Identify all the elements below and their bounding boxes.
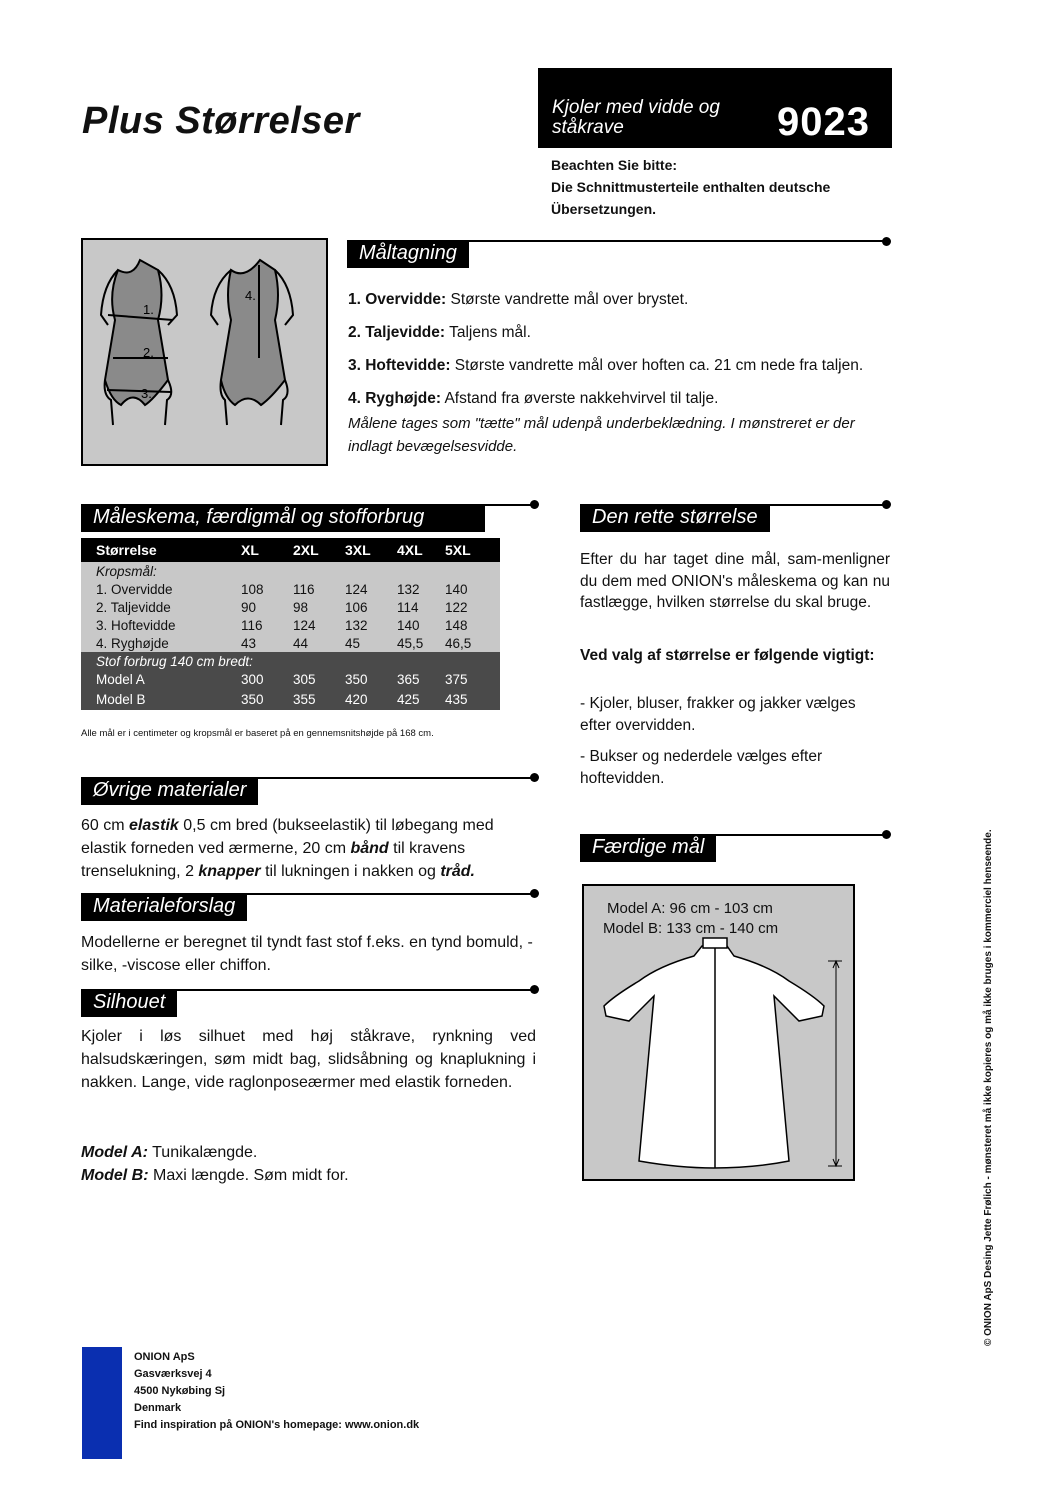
section-rule <box>81 893 533 895</box>
table-row <box>81 616 500 634</box>
cell: 355 <box>293 691 316 707</box>
materials-text-part: elastik <box>129 817 179 834</box>
section-rule <box>81 777 533 779</box>
cell: 90 <box>241 599 257 615</box>
finished-heading: Færdige mål <box>580 834 716 862</box>
german-note-line: Übersetzungen. <box>551 201 657 217</box>
right-size-bullet: - Kjoler, bluser, frakker og jakker vælges efter overvidden. <box>580 695 856 734</box>
cell: 43 <box>241 635 257 651</box>
section-rule <box>580 834 885 836</box>
measure-item-text: Største vandrette mål over brystet. <box>446 291 689 308</box>
cell: 425 <box>397 691 420 707</box>
right-size-important: Ved valg af størrelse er følgende vigtigt: <box>580 647 875 664</box>
measure-item <box>348 349 900 382</box>
brand-color-block <box>82 1347 122 1459</box>
measuring-list <box>348 283 900 415</box>
cell: 132 <box>397 581 420 597</box>
measure-item-label: 4. Ryghøjde: <box>348 390 442 407</box>
address-line: 4500 Nykøbing Sj <box>134 1385 226 1397</box>
cell: 300 <box>241 671 264 687</box>
size-table-header <box>81 538 500 562</box>
page-title: Plus Størrelser <box>82 100 360 142</box>
rule-dot <box>882 237 891 246</box>
right-size-heading: Den rette størrelse <box>580 504 770 532</box>
cell: 350 <box>345 671 368 687</box>
rule-dot <box>530 985 539 994</box>
finished-model-b: Model B: 133 cm - 140 cm <box>603 920 779 937</box>
measure-item <box>348 283 900 316</box>
model-b-text: Maxi længde. Søm midt for. <box>148 1167 349 1184</box>
cell: 140 <box>397 617 420 633</box>
rule-dot <box>530 500 539 509</box>
fabric-suggestion-text: Modellerne er beregnet til tyndt fast stof f.eks. en tynd bomuld, -silke, -viscose eller chiffon. <box>81 934 533 974</box>
measure-item-text: Afstand fra øverste nakkehvirvel til talje. <box>441 390 719 407</box>
dress-illustration <box>584 886 853 1179</box>
address-line: Denmark <box>134 1402 182 1414</box>
cell: 350 <box>241 691 264 707</box>
size-col: 5XL <box>445 542 471 558</box>
cell: 140 <box>445 581 468 597</box>
measuring-heading: Måltagning <box>347 240 469 268</box>
model-a-text: Tunikalængde. <box>147 1144 258 1161</box>
german-note <box>551 154 830 220</box>
size-col: 4XL <box>397 542 423 558</box>
model-b-label: Model B: <box>81 1167 149 1184</box>
measure-item-label: 1. Overvidde: <box>348 291 447 308</box>
cell: 114 <box>397 599 419 615</box>
address-line: ONION ApS <box>134 1351 195 1363</box>
fabric-suggestion-heading: Materialeforslag <box>81 893 247 921</box>
cell: 116 <box>241 617 263 633</box>
cell: 46,5 <box>445 635 472 651</box>
materials-text-part: til kravens trenselukning, 2 <box>81 840 466 880</box>
size-header-label: Størrelse <box>96 542 157 558</box>
materials-text-part: knapper <box>198 863 261 880</box>
measure-item <box>348 316 900 349</box>
cell: 45,5 <box>397 635 424 651</box>
figure-label-3: 3. <box>141 386 152 401</box>
figure-label-1: 1. <box>143 302 154 317</box>
pattern-subtitle: Kjoler med vidde og ståkrave <box>552 97 720 138</box>
website-line: Find inspiration på ONION's homepage: www.onion.dk <box>134 1419 420 1431</box>
model-a-label: Model A: <box>81 1144 148 1161</box>
silhouette-text: Kjoler i løs silhuet med høj ståkrave, rynkning ved halsudskæringen, søm midt bag, slidsåbning og knaplukning i nakken. Lange, vide raglonposeærmer med elastik forneden. <box>81 1028 536 1091</box>
cell: 375 <box>445 671 468 687</box>
cell: 122 <box>445 599 468 615</box>
pattern-badge <box>538 68 892 148</box>
cell: 108 <box>241 581 264 597</box>
figure-label-4: 4. <box>245 288 256 303</box>
german-note-line: Beachten Sie bitte: <box>551 157 678 173</box>
cell: 116 <box>293 581 315 597</box>
cell: 365 <box>397 671 420 687</box>
materials-text-part: 0,5 cm bred (bukseelastik) til løbegang med elastik forneden ved ærmerne, 20 cm <box>81 817 494 857</box>
right-size-bullet: - Bukser og nederdele vælges efter hoftevidden. <box>580 748 823 787</box>
cell: 148 <box>445 617 468 633</box>
measuring-note: Målene tages som "tætte" mål udenpå underbeklædning. I mønstreret er der indlagt bevægelsesvidde. <box>348 415 855 455</box>
row-label: 2. Taljevidde <box>96 599 171 615</box>
copyright-text: © ONION ApS Desing Jette Frølich - mønsteret må ikke kopieres og må ikke bruges i kommerciel henseende. <box>983 829 994 1346</box>
section-rule <box>347 240 885 242</box>
row-label: Model B <box>96 691 146 707</box>
cell: 45 <box>345 635 361 651</box>
section-rule <box>81 989 533 991</box>
cell: 132 <box>345 617 368 633</box>
size-col: XL <box>241 542 259 558</box>
size-col: 3XL <box>345 542 371 558</box>
right-size-text: Efter du har taget dine mål, sam-menligner du dem med ONION's måleskema og kan nu fastlægge, hvilken størrelse du skal bruge. <box>580 551 890 611</box>
materials-text <box>81 814 521 883</box>
cell: 106 <box>345 599 368 615</box>
table-row <box>81 580 500 598</box>
materials-text-part: bånd <box>350 840 389 857</box>
cell: 305 <box>293 671 316 687</box>
section-rule <box>81 504 533 506</box>
measuring-figure <box>81 238 328 466</box>
table-row <box>81 634 500 652</box>
table-row <box>81 598 500 616</box>
size-col: 2XL <box>293 542 319 558</box>
fabric-label: Stof forbrug 140 cm bredt: <box>96 653 253 669</box>
measure-item <box>348 382 900 415</box>
finished-model-a: Model A: 96 cm - 103 cm <box>607 900 773 917</box>
rule-dot <box>882 830 891 839</box>
materials-text-part: til lukningen i nakken og <box>260 863 441 880</box>
model-a-line <box>81 1141 257 1164</box>
rule-dot <box>530 773 539 782</box>
size-chart-heading: Måleskema, færdigmål og stofforbrug <box>81 504 485 532</box>
table-row <box>81 688 500 710</box>
body-measure-label: Kropsmål: <box>96 563 157 579</box>
model-b-line <box>81 1164 349 1187</box>
silhouette-heading: Silhouet <box>81 989 177 1017</box>
rule-dot <box>882 500 891 509</box>
address-line: Gasværksvej 4 <box>134 1368 212 1380</box>
row-label: 3. Hoftevidde <box>96 617 176 633</box>
materials-text-part: tråd. <box>440 863 475 880</box>
materials-text-part: 60 cm <box>81 817 130 834</box>
table-row <box>81 562 500 580</box>
row-label: Model A <box>96 671 145 687</box>
table-row <box>81 670 500 688</box>
cell: 44 <box>293 635 309 651</box>
table-row <box>81 652 500 670</box>
measure-item-text: Største vandrette mål over hoften ca. 21 cm nede fra taljen. <box>450 357 864 374</box>
measure-item-text: Taljens mål. <box>445 324 531 341</box>
pattern-number: 9023 <box>777 100 870 144</box>
rule-dot <box>530 889 539 898</box>
section-rule <box>580 504 885 506</box>
materials-heading: Øvrige materialer <box>81 777 258 805</box>
cell: 98 <box>293 599 309 615</box>
german-note-line: Die Schnittmusterteile enthalten deutsche <box>551 179 831 195</box>
figure-label-2: 2. <box>143 345 154 360</box>
body-measurements-illustration <box>83 240 326 464</box>
row-label: 1. Overvidde <box>96 581 173 597</box>
measure-item-label: 3. Hoftevidde: <box>348 357 451 374</box>
cell: 420 <box>345 691 368 707</box>
company-address <box>134 1349 419 1434</box>
measure-item-label: 2. Taljevidde: <box>348 324 446 341</box>
finished-figure <box>582 884 855 1181</box>
cell: 124 <box>345 581 368 597</box>
cell: 435 <box>445 691 468 707</box>
cell: 124 <box>293 617 316 633</box>
size-footnote: Alle mål er i centimeter og kropsmål er baseret på en gennemsnitshøjde på 168 cm. <box>81 728 434 739</box>
row-label: 4. Ryghøjde <box>96 635 169 651</box>
size-table <box>81 538 500 710</box>
